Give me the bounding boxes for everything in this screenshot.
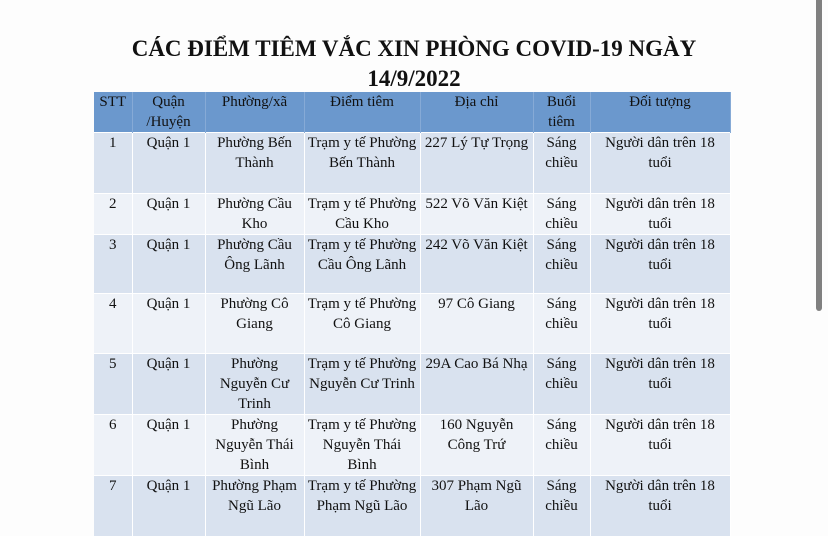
document-title	[0, 34, 828, 94]
table-row	[94, 194, 730, 235]
header-site: Điểm tiêm	[304, 92, 420, 133]
cell-stt: 4	[94, 294, 132, 354]
cell-ward: Phường Cầu Ông Lãnh	[205, 235, 304, 294]
header-address: Địa chỉ	[420, 92, 533, 133]
table-row	[94, 354, 730, 415]
cell-target: Người dân trên 18 tuổi	[590, 415, 730, 476]
table-row	[94, 476, 730, 536]
cell-stt: 3	[94, 235, 132, 294]
cell-district: Quận 1	[132, 415, 205, 476]
title-line-1: CÁC ĐIỂM TIÊM VẮC XIN PHÒNG COVID-19 NGÀY	[131, 36, 697, 61]
cell-session: Sáng chiều	[533, 194, 590, 235]
cell-address: 160 Nguyễn Công Trứ	[420, 415, 533, 476]
cell-site: Trạm y tế Phường Phạm Ngũ Lão	[304, 476, 420, 536]
cell-target: Người dân trên 18 tuổi	[590, 476, 730, 536]
cell-district: Quận 1	[132, 476, 205, 536]
cell-site: Trạm y tế Phường Cầu Kho	[304, 194, 420, 235]
cell-target: Người dân trên 18 tuổi	[590, 294, 730, 354]
cell-target: Người dân trên 18 tuổi	[590, 133, 730, 194]
cell-stt: 5	[94, 354, 132, 415]
table-row	[94, 294, 730, 354]
cell-district: Quận 1	[132, 194, 205, 235]
header-stt: STT	[94, 92, 132, 133]
cell-address: 307 Phạm Ngũ Lão	[420, 476, 533, 536]
cell-session: Sáng chiều	[533, 354, 590, 415]
header-ward: Phường/xã	[205, 92, 304, 133]
header-session: Buổi tiêm	[533, 92, 590, 133]
cell-session: Sáng chiều	[533, 476, 590, 536]
vertical-scrollbar[interactable]	[816, 0, 822, 311]
cell-stt: 2	[94, 194, 132, 235]
cell-ward: Phường Phạm Ngũ Lão	[205, 476, 304, 536]
cell-ward: Phường Nguyễn Thái Bình	[205, 415, 304, 476]
table-row	[94, 415, 730, 476]
cell-site: Trạm y tế Phường Nguyễn Thái Bình	[304, 415, 420, 476]
cell-session: Sáng chiều	[533, 415, 590, 476]
cell-district: Quận 1	[132, 354, 205, 415]
cell-session: Sáng chiều	[533, 235, 590, 294]
cell-ward: Phường Nguyễn Cư Trinh	[205, 354, 304, 415]
cell-ward: Phường Cầu Kho	[205, 194, 304, 235]
cell-district: Quận 1	[132, 235, 205, 294]
cell-address: 97 Cô Giang	[420, 294, 533, 354]
table-header-row	[94, 92, 730, 133]
title-line-2: 14/9/2022	[367, 66, 461, 91]
cell-stt: 7	[94, 476, 132, 536]
cell-session: Sáng chiều	[533, 133, 590, 194]
cell-site: Trạm y tế Phường Cầu Ông Lãnh	[304, 235, 420, 294]
cell-address: 227 Lý Tự Trọng	[420, 133, 533, 194]
cell-address: 522 Võ Văn Kiệt	[420, 194, 533, 235]
cell-address: 29A Cao Bá Nhạ	[420, 354, 533, 415]
cell-target: Người dân trên 18 tuổi	[590, 194, 730, 235]
cell-district: Quận 1	[132, 133, 205, 194]
cell-target: Người dân trên 18 tuổi	[590, 235, 730, 294]
vaccination-sites-table	[94, 92, 731, 536]
cell-target: Người dân trên 18 tuổi	[590, 354, 730, 415]
header-district: Quận /Huyện	[132, 92, 205, 133]
cell-address: 242 Võ Văn Kiệt	[420, 235, 533, 294]
cell-district: Quận 1	[132, 294, 205, 354]
table-row	[94, 235, 730, 294]
cell-ward: Phường Cô Giang	[205, 294, 304, 354]
cell-site: Trạm y tế Phường Nguyễn Cư Trinh	[304, 354, 420, 415]
cell-stt: 6	[94, 415, 132, 476]
cell-session: Sáng chiều	[533, 294, 590, 354]
header-target: Đối tượng	[590, 92, 730, 133]
cell-site: Trạm y tế Phường Cô Giang	[304, 294, 420, 354]
cell-stt: 1	[94, 133, 132, 194]
table-row	[94, 133, 730, 194]
cell-site: Trạm y tế Phường Bến Thành	[304, 133, 420, 194]
cell-ward: Phường Bến Thành	[205, 133, 304, 194]
